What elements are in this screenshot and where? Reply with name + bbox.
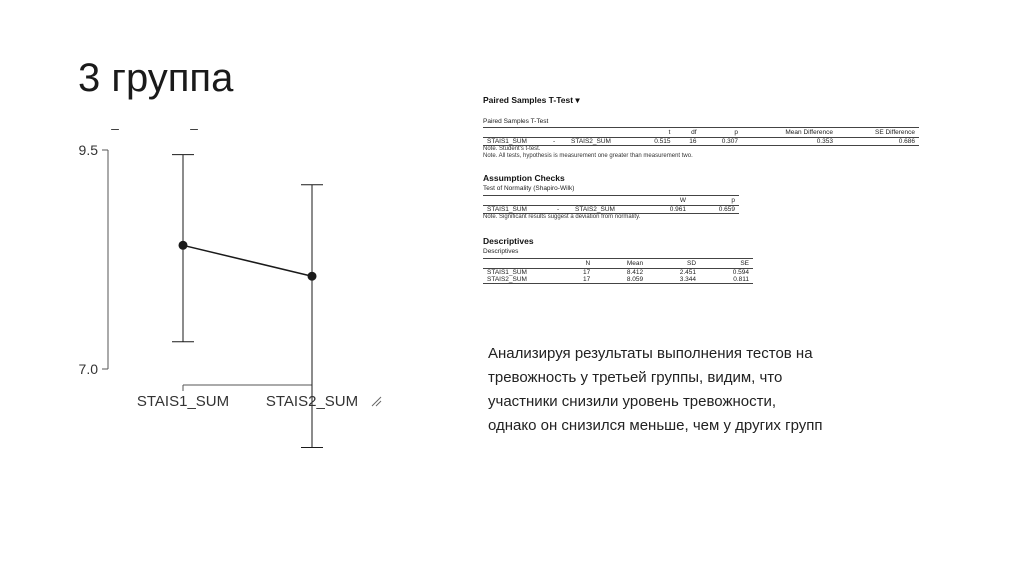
table-note: Note. Student's t-test.: [483, 146, 541, 153]
x-category-label: STAIS1_SUM: [136, 393, 230, 410]
top-mark: –: [190, 120, 198, 136]
table-header-cell: [567, 128, 633, 138]
table-header-cell: p: [701, 128, 742, 138]
table-cell: -: [549, 138, 567, 146]
body-paragraph: Анализируя результаты выполнения тестов на тревожность у третьей группы, видим, что участники снизили уровень тревожности, однако он снизился меньше, чем у других групп: [488, 345, 823, 434]
y-tick-label: 9.5: [78, 142, 98, 158]
table-cell: -: [553, 205, 571, 213]
descriptives-subtitle: Descriptives: [483, 248, 519, 256]
table-header-cell: SE Difference: [837, 128, 919, 138]
table-header-cell: SD: [647, 258, 700, 268]
x-category-label: STAIS2_SUM: [265, 393, 359, 410]
plot-axes: [102, 150, 312, 391]
table-header-cell: [483, 258, 561, 268]
table-row: [483, 268, 753, 276]
assumption-heading: Assumption Checks: [483, 172, 565, 183]
table-cell: 17: [582, 268, 591, 276]
table-header-cell: [483, 128, 549, 138]
table-cell: 8.059: [594, 276, 647, 284]
top-mark: –: [111, 120, 119, 136]
data-point: [308, 272, 317, 281]
descriptives-table: [483, 258, 753, 284]
table-cell: 0.594: [732, 268, 749, 276]
y-tick-label: 7.0: [78, 361, 98, 377]
table-header-cell: [571, 195, 641, 205]
plot-labels: [79, 120, 359, 410]
series-line: [183, 245, 312, 276]
table-header-cell: W: [641, 195, 690, 205]
table-cell: STAIS2_SUM: [483, 276, 561, 284]
table-cell: 16: [674, 138, 700, 146]
table-header-row: [483, 258, 753, 268]
table-row: [483, 205, 739, 213]
table-header-cell: [483, 195, 553, 205]
resize-grip-icon[interactable]: [372, 397, 381, 406]
table-header-cell: df: [674, 128, 700, 138]
assumption-subtitle: Test of Normality (Shapiro-Wilk): [483, 185, 575, 193]
table-cell: 0.353: [742, 138, 837, 146]
table-header-row: [483, 195, 739, 205]
paired-test-table: [483, 127, 919, 146]
table-cell: 0.686: [837, 138, 919, 146]
table-header-cell: p: [690, 195, 739, 205]
table-cell: STAIS2_SUM: [567, 138, 633, 146]
table-header-cell: [549, 128, 567, 138]
table-cell: STAIS1_SUM: [483, 205, 553, 213]
table-cell: 0.659: [690, 205, 739, 213]
table-cell: 8.412: [626, 268, 644, 276]
data-point: [179, 241, 188, 250]
table-note: Note. All tests, hypothesis is measurement one greater than measurement two.: [483, 153, 693, 160]
table-cell: 0.307: [701, 138, 742, 146]
table-cell: 3.344: [647, 276, 700, 284]
table-header-row: [483, 128, 919, 138]
table-cell: 0.961: [641, 205, 690, 213]
table-cell: STAIS1_SUM: [487, 268, 527, 276]
table-row: [483, 138, 919, 146]
table-header-cell: Mean: [594, 258, 647, 268]
slide-title: 3 группа: [78, 56, 234, 100]
table-header-cell: SE: [700, 258, 753, 268]
table-cell: 0.811: [700, 276, 753, 284]
table-header-cell: N: [561, 258, 594, 268]
paired-test-subtitle: Paired Samples T-Test: [483, 117, 549, 125]
table-cell: STAIS1_SUM: [483, 138, 549, 146]
table-cell: STAIS2_SUM: [571, 205, 641, 213]
table-header-cell: Mean Difference: [742, 128, 837, 138]
table-header-cell: [553, 195, 571, 205]
table-row: [483, 276, 753, 284]
table-note: Note. Significant results suggest a deviation from normality.: [483, 214, 641, 221]
stats-panel: [483, 96, 933, 284]
paired-test-heading[interactable]: Paired Samples T-Test ▾: [483, 95, 580, 105]
normality-table: [483, 195, 739, 214]
table-cell: 0.515: [633, 138, 674, 146]
descriptives-heading: Descriptives: [483, 235, 534, 246]
table-cell: 17: [561, 276, 594, 284]
table-cell: 2.451: [679, 268, 697, 276]
table-header-cell: t: [633, 128, 674, 138]
